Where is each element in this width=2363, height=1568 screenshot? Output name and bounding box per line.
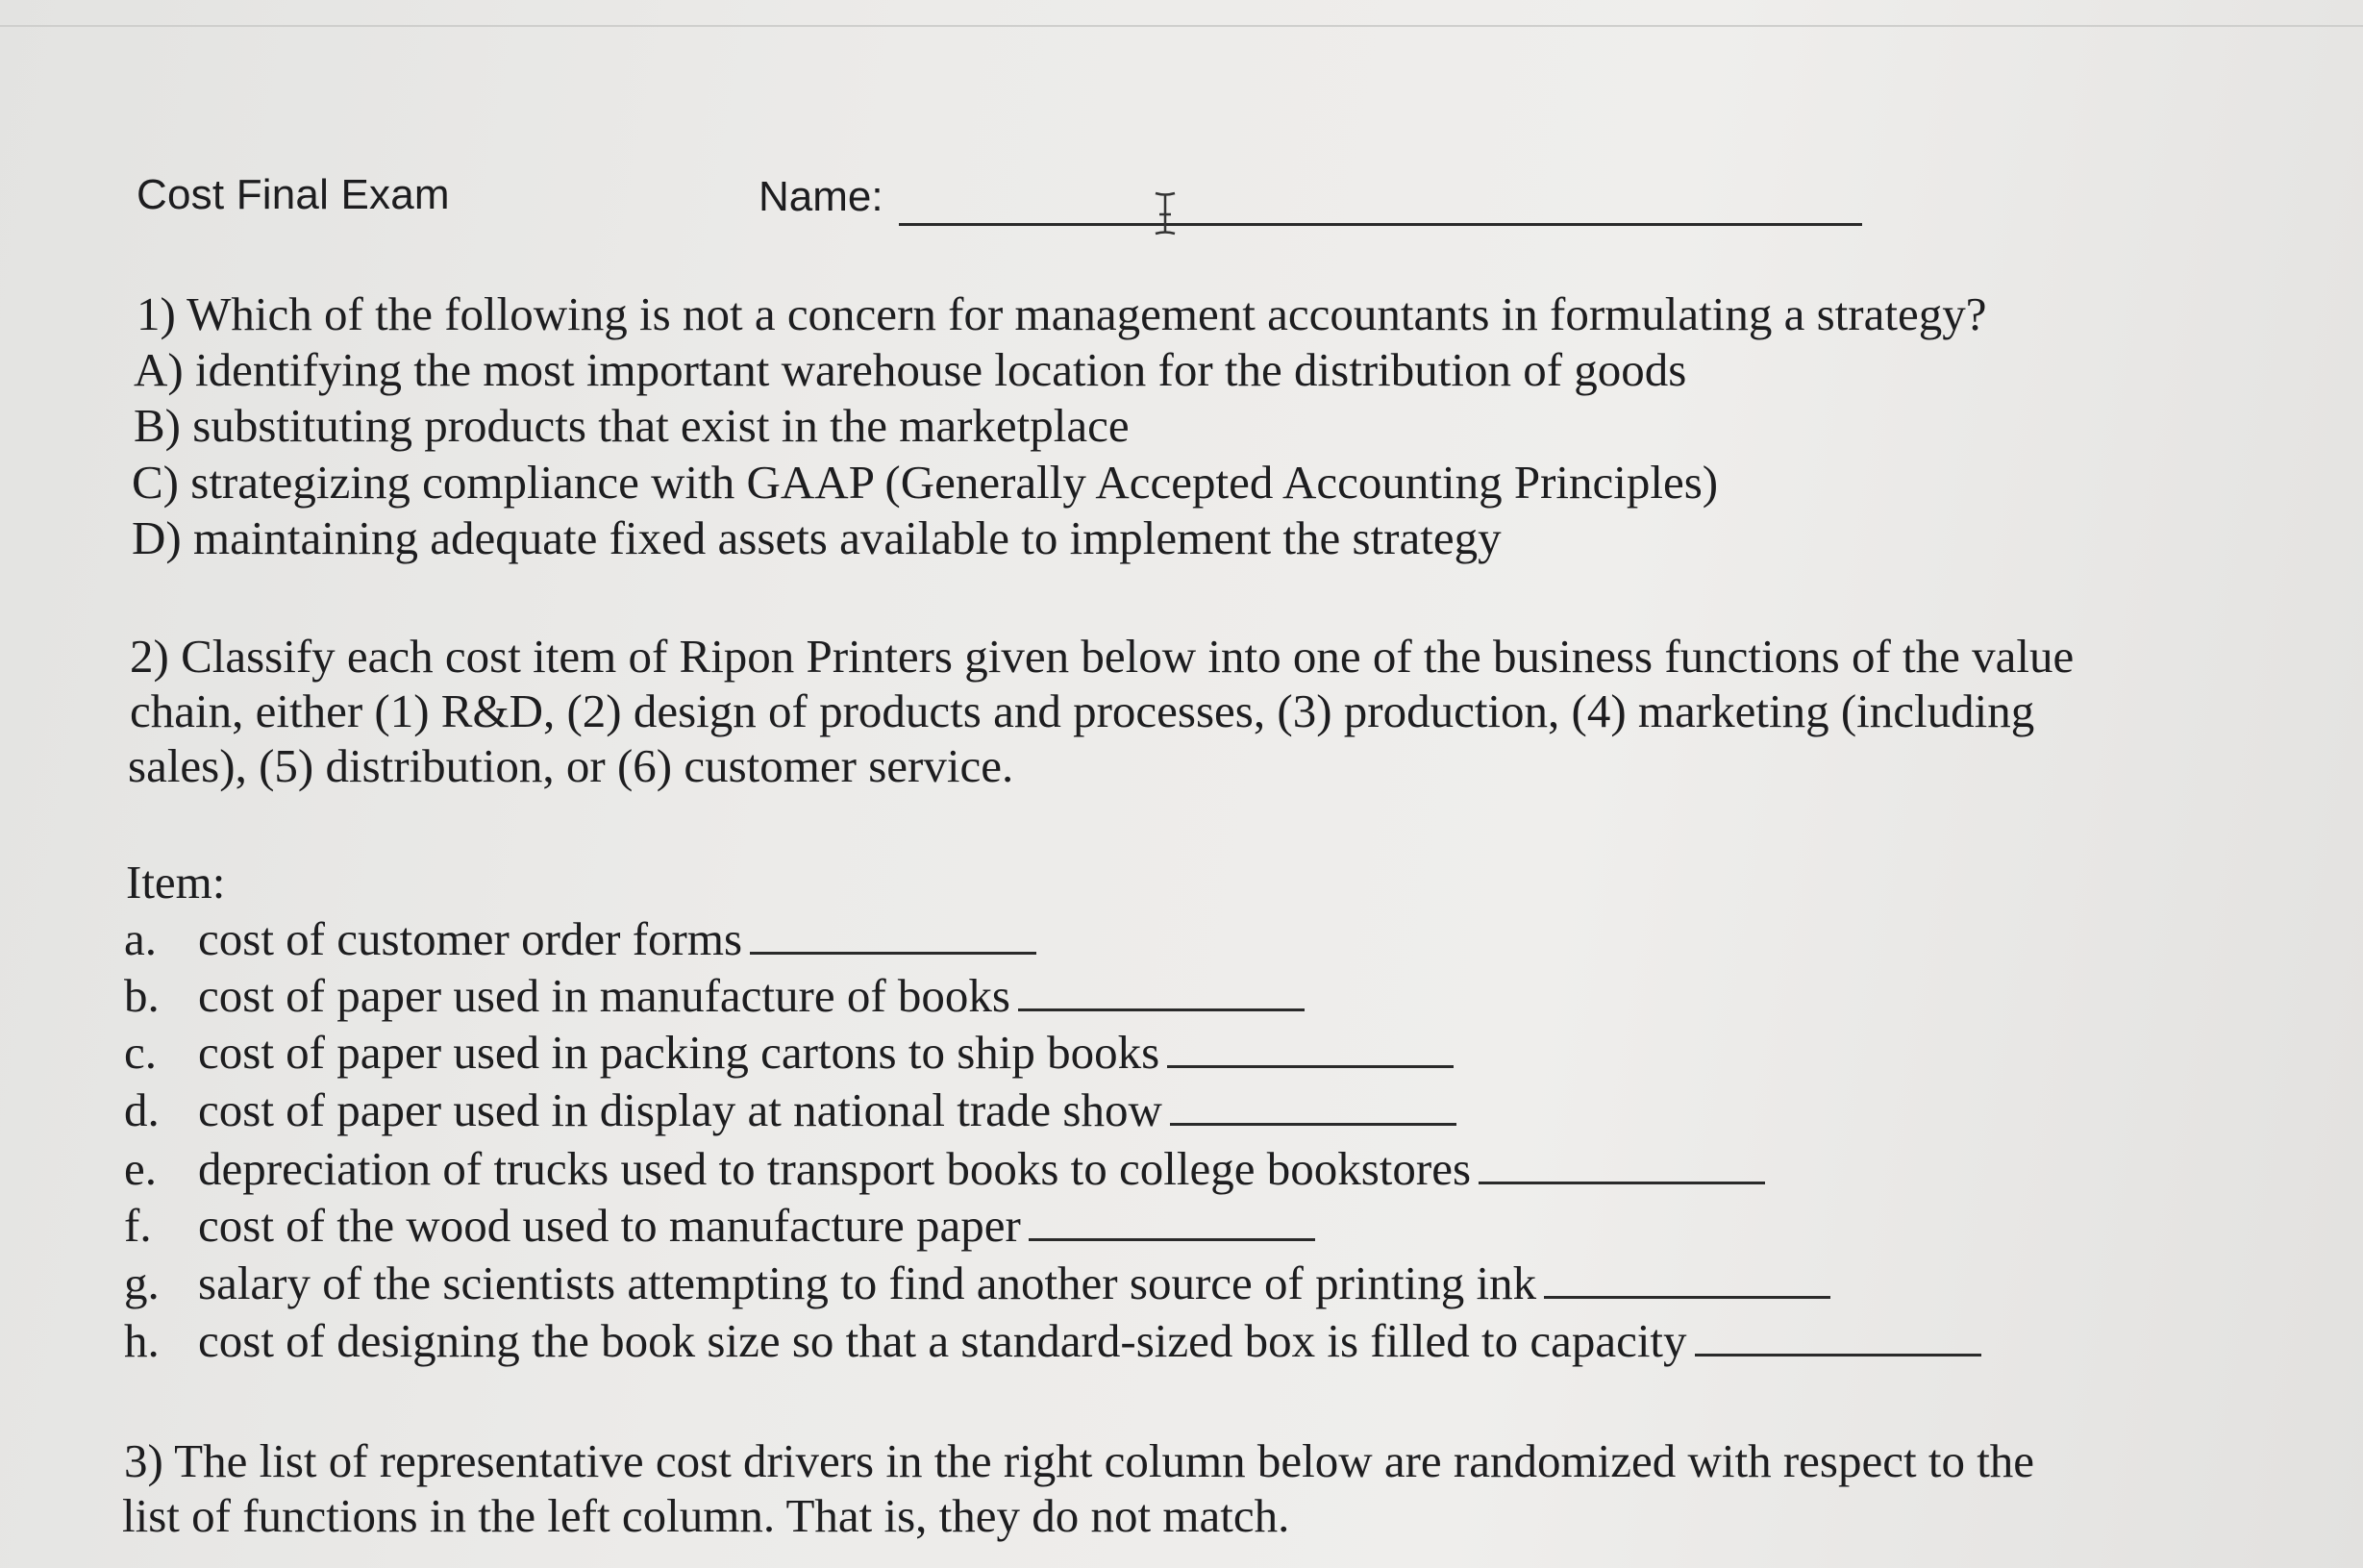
items-heading: Item: <box>126 856 226 908</box>
answer-blank-g[interactable] <box>1544 1267 1830 1299</box>
item-letter: b. <box>124 969 160 1022</box>
item-text: salary of the scientists attempting to find another source of printing ink <box>198 1257 1537 1309</box>
item-text: cost of paper used in packing cartons to ship books <box>198 1026 1160 1079</box>
item-text: depreciation of trucks used to transport books to college bookstores <box>198 1142 1472 1195</box>
item-text: cost of customer order forms <box>198 912 743 965</box>
name-label: Name: <box>759 173 883 220</box>
question-3-line-2: list of functions in the left column. That is, they do not match. <box>122 1489 1290 1542</box>
item-letter: d. <box>124 1083 160 1136</box>
item-text: cost of paper used in display at national trade show <box>198 1083 1162 1136</box>
question-3-line-1: 3) The list of representative cost drivers in the right column below are randomized with respect to the <box>124 1434 2035 1487</box>
question-2-line-1: 2) Classify each cost item of Ripon Printers given below into one of the business functions of the value <box>130 630 2075 683</box>
item-letter: c. <box>124 1026 157 1079</box>
item-b <box>124 969 1305 1022</box>
question-1-text: 1) Which of the following is not a concern for management accountants in formulating a strategy? <box>137 287 1987 340</box>
question-1-option-a: A) identifying the most important warehouse location for the distribution of goods <box>134 343 1687 396</box>
answer-blank-c[interactable] <box>1167 1036 1454 1068</box>
item-f <box>124 1199 1315 1252</box>
question-1-option-d: D) maintaining adequate fixed assets available to implement the strategy <box>132 511 1502 564</box>
item-text: cost of paper used in manufacture of books <box>198 969 1010 1022</box>
item-letter: e. <box>124 1142 157 1195</box>
answer-blank-b[interactable] <box>1018 980 1305 1011</box>
answer-blank-f[interactable] <box>1029 1209 1315 1241</box>
item-c <box>124 1026 1454 1079</box>
item-letter: f. <box>124 1199 152 1252</box>
item-g <box>124 1259 1830 1307</box>
item-a <box>124 912 1036 965</box>
answer-blank-d[interactable] <box>1170 1094 1456 1126</box>
answer-blank-h[interactable] <box>1695 1325 1981 1356</box>
item-text: cost of the wood used to manufacture paper <box>198 1199 1021 1252</box>
item-text: cost of designing the book size so that a standard-sized box is filled to capacity <box>198 1314 1687 1367</box>
item-d <box>124 1083 1456 1136</box>
item-letter: g. <box>124 1257 160 1309</box>
item-h <box>124 1314 1981 1367</box>
text-cursor-icon <box>1153 190 1178 236</box>
item-e <box>124 1142 1765 1195</box>
question-1-option-c: C) strategizing compliance with GAAP (Generally Accepted Accounting Principles) <box>132 456 1719 509</box>
item-letter: h. <box>124 1314 160 1367</box>
item-letter: a. <box>124 912 157 965</box>
paper-edge <box>0 25 2363 27</box>
question-1-option-b: B) substituting products that exist in the marketplace <box>134 399 1130 452</box>
question-2-line-3: sales), (5) distribution, or (6) customer service. <box>128 739 1014 792</box>
name-field[interactable] <box>899 223 1862 226</box>
question-2-line-2: chain, either (1) R&D, (2) design of products and processes, (3) production, (4) marketing (including <box>130 684 2035 737</box>
answer-blank-e[interactable] <box>1479 1153 1765 1184</box>
answer-blank-a[interactable] <box>750 923 1036 955</box>
exam-title: Cost Final Exam <box>137 171 450 218</box>
